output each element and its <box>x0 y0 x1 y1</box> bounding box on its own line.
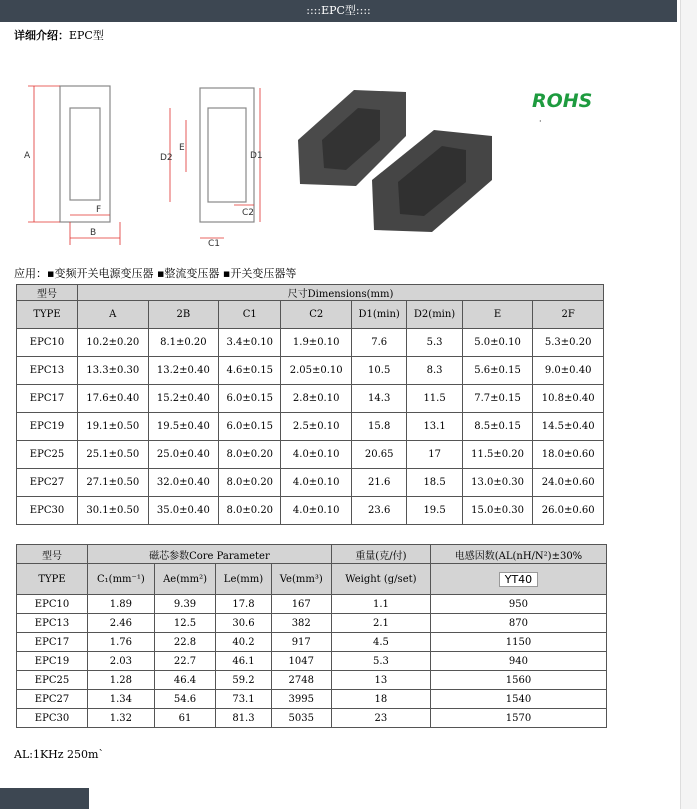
table-cell: 167 <box>271 595 331 614</box>
table-row <box>17 633 607 652</box>
table-cell: 27.1±0.50 <box>78 469 149 497</box>
table-cell: 950 <box>430 595 606 614</box>
core-parameter-table <box>16 544 607 728</box>
col-model-cn: 型号 <box>17 545 88 564</box>
col-c2: C2 <box>281 301 352 329</box>
table-cell: EPC30 <box>17 709 88 728</box>
table-cell: 4.5 <box>331 633 430 652</box>
table-cell: 10.2±0.20 <box>78 329 149 357</box>
table-cell: 11.5 <box>407 385 462 413</box>
table-cell: 22.7 <box>154 652 216 671</box>
table-cell: 30.6 <box>216 614 271 633</box>
table-cell: 5.6±0.15 <box>462 357 533 385</box>
col-type: TYPE <box>17 301 78 329</box>
footnote: AL:1KHz 250m` <box>14 748 104 761</box>
table-cell: 2.03 <box>88 652 155 671</box>
dim-label-d1: D1 <box>250 151 263 161</box>
footer-block <box>0 788 89 809</box>
dim-label-c2: C2 <box>242 208 255 218</box>
col-weight-cn: 重量(克/付) <box>331 545 430 564</box>
col-d2: D2(min) <box>407 301 462 329</box>
yt40-badge: YT40 <box>499 572 538 587</box>
table-cell: EPC25 <box>17 441 78 469</box>
table-row <box>17 595 607 614</box>
table-cell: 5.0±0.10 <box>462 329 533 357</box>
table-row <box>17 413 604 441</box>
table-cell: 54.6 <box>154 690 216 709</box>
table-cell: 12.5 <box>154 614 216 633</box>
table-cell: 81.3 <box>216 709 271 728</box>
table-cell: 8.0±0.20 <box>219 441 281 469</box>
table-cell: 13.1 <box>407 413 462 441</box>
table-cell: 46.4 <box>154 671 216 690</box>
table-cell: 6.0±0.15 <box>219 413 281 441</box>
table-row <box>17 357 604 385</box>
table-cell: 61 <box>154 709 216 728</box>
table-cell: 19.5±0.40 <box>148 413 219 441</box>
table-cell: EPC10 <box>17 595 88 614</box>
table-cell: 1560 <box>430 671 606 690</box>
table-cell: 25.1±0.50 <box>78 441 149 469</box>
table-cell: 917 <box>271 633 331 652</box>
table-cell: 2748 <box>271 671 331 690</box>
table-cell: 18 <box>331 690 430 709</box>
rohs-logo: ROHS <box>532 90 593 112</box>
table-cell: 35.0±0.40 <box>148 497 219 525</box>
col-ae: Ae(mm²) <box>154 564 216 595</box>
table-cell: 4.0±0.10 <box>281 497 352 525</box>
table-cell: 17.6±0.40 <box>78 385 149 413</box>
table-cell: 1.34 <box>88 690 155 709</box>
col-model-cn: 型号 <box>17 285 78 301</box>
table-cell: 2.1 <box>331 614 430 633</box>
table-row <box>17 469 604 497</box>
col-al-group: 电感因数(AL(nH/N²)±30% <box>430 545 606 564</box>
table-cell: 1.89 <box>88 595 155 614</box>
intro-label: 详细介绍： <box>14 29 69 42</box>
table-cell: 8.5±0.15 <box>462 413 533 441</box>
table-cell: 8.0±0.20 <box>219 497 281 525</box>
table-cell: 17.8 <box>216 595 271 614</box>
table-cell: 13.0±0.30 <box>462 469 533 497</box>
scrollbar[interactable] <box>680 0 697 809</box>
table-cell: 4.0±0.10 <box>281 441 352 469</box>
dim-label-a: A <box>24 151 31 161</box>
table-cell: 13.3±0.30 <box>78 357 149 385</box>
table-cell: 5035 <box>271 709 331 728</box>
table-cell: 17 <box>407 441 462 469</box>
col-c1: C1 <box>219 301 281 329</box>
table-cell: 26.0±0.60 <box>533 497 604 525</box>
col-le: Le(mm) <box>216 564 271 595</box>
table-row <box>17 671 607 690</box>
table-cell: EPC19 <box>17 413 78 441</box>
table-cell: EPC30 <box>17 497 78 525</box>
table-row <box>17 329 604 357</box>
table-cell: 18.0±0.60 <box>533 441 604 469</box>
table-cell: 73.1 <box>216 690 271 709</box>
epc-core-photo <box>294 80 504 240</box>
table-cell: 5.3 <box>407 329 462 357</box>
col-2f: 2F <box>533 301 604 329</box>
table-cell: 1.1 <box>331 595 430 614</box>
col-type: TYPE <box>17 564 88 595</box>
table-cell: 15.8 <box>351 413 406 441</box>
table-cell: 1.76 <box>88 633 155 652</box>
table-cell: 13.2±0.40 <box>148 357 219 385</box>
table-cell: 10.5 <box>351 357 406 385</box>
table-cell: 18.5 <box>407 469 462 497</box>
page-title: ::::EPC型:::: <box>306 4 371 17</box>
dim-label-f: F <box>96 205 102 215</box>
table-cell: 23 <box>331 709 430 728</box>
table-cell: 382 <box>271 614 331 633</box>
table-cell: 8.3 <box>407 357 462 385</box>
table-cell: EPC27 <box>17 469 78 497</box>
table-cell: EPC17 <box>17 385 78 413</box>
table-cell: EPC25 <box>17 671 88 690</box>
col-core-group: 磁芯参数Core Parameter <box>88 545 332 564</box>
table-cell: 8.1±0.20 <box>148 329 219 357</box>
intro-heading <box>14 27 104 43</box>
table-cell: EPC13 <box>17 357 78 385</box>
table-row <box>17 652 607 671</box>
table-row <box>17 385 604 413</box>
table-cell: 1.32 <box>88 709 155 728</box>
table-cell: EPC10 <box>17 329 78 357</box>
dim-label-e: E <box>179 143 185 153</box>
table-row <box>17 614 607 633</box>
table-cell: 5.3±0.20 <box>533 329 604 357</box>
table-cell: 7.6 <box>351 329 406 357</box>
table-cell: 6.0±0.15 <box>219 385 281 413</box>
table-cell: 4.6±0.15 <box>219 357 281 385</box>
col-e: E <box>462 301 533 329</box>
table-cell: 46.1 <box>216 652 271 671</box>
dim-label-d2: D2 <box>160 153 173 163</box>
table-cell: 2.8±0.10 <box>281 385 352 413</box>
table-cell: 25.0±0.40 <box>148 441 219 469</box>
table-cell: 1047 <box>271 652 331 671</box>
table-cell: 3995 <box>271 690 331 709</box>
table-cell: EPC27 <box>17 690 88 709</box>
table-cell: 10.8±0.40 <box>533 385 604 413</box>
table-cell: 7.7±0.15 <box>462 385 533 413</box>
table-cell: 1.9±0.10 <box>281 329 352 357</box>
table-cell: 22.8 <box>154 633 216 652</box>
col-2b: 2B <box>148 301 219 329</box>
table-cell: 9.39 <box>154 595 216 614</box>
applications-line: 应用：▪变频开关电源变压器 ▪整流变压器 ▪开关变压器等 <box>14 267 297 280</box>
intro-value: EPC型 <box>69 29 104 42</box>
col-weight: Weight (g/set) <box>331 564 430 595</box>
table-cell: 3.4±0.10 <box>219 329 281 357</box>
col-c1: C₁(mm⁻¹) <box>88 564 155 595</box>
table-row <box>17 497 604 525</box>
table-cell: 11.5±0.20 <box>462 441 533 469</box>
table-cell: 1.28 <box>88 671 155 690</box>
table-cell: 19.1±0.50 <box>78 413 149 441</box>
dimensions-table <box>16 284 604 525</box>
table-cell: 940 <box>430 652 606 671</box>
table-cell: 32.0±0.40 <box>148 469 219 497</box>
table-cell: 1540 <box>430 690 606 709</box>
table-cell: 23.6 <box>351 497 406 525</box>
table-cell: 2.46 <box>88 614 155 633</box>
table-cell: 24.0±0.60 <box>533 469 604 497</box>
table-cell: 59.2 <box>216 671 271 690</box>
table-cell: 40.2 <box>216 633 271 652</box>
col-dimensions-group: 尺寸Dimensions(mm) <box>78 285 604 301</box>
table-row <box>17 709 607 728</box>
table-cell: 15.0±0.30 <box>462 497 533 525</box>
table-cell: 15.2±0.40 <box>148 385 219 413</box>
dim-label-b: B <box>90 228 97 238</box>
table-cell: EPC13 <box>17 614 88 633</box>
table-cell: 21.6 <box>351 469 406 497</box>
col-a: A <box>78 301 149 329</box>
table-cell: 14.5±0.40 <box>533 413 604 441</box>
table-cell: 5.3 <box>331 652 430 671</box>
col-yt40 <box>430 564 606 595</box>
table-cell: 870 <box>430 614 606 633</box>
table-cell: 2.5±0.10 <box>281 413 352 441</box>
table-cell: 1570 <box>430 709 606 728</box>
table-row <box>17 441 604 469</box>
table-cell: 9.0±0.40 <box>533 357 604 385</box>
table-cell: EPC17 <box>17 633 88 652</box>
col-ve: Ve(mm³) <box>271 564 331 595</box>
core-technical-drawing <box>14 80 274 255</box>
table-cell: EPC19 <box>17 652 88 671</box>
table-cell: 8.0±0.20 <box>219 469 281 497</box>
col-d1: D1(min) <box>351 301 406 329</box>
table-cell: 2.05±0.10 <box>281 357 352 385</box>
table-cell: 4.0±0.10 <box>281 469 352 497</box>
table-cell: 14.3 <box>351 385 406 413</box>
table-cell: 30.1±0.50 <box>78 497 149 525</box>
table-cell: 20.65 <box>351 441 406 469</box>
table-cell: 19.5 <box>407 497 462 525</box>
page-title-bar <box>0 0 677 22</box>
dim-label-c1: C1 <box>208 239 221 249</box>
table-row <box>17 690 607 709</box>
table-cell: 13 <box>331 671 430 690</box>
table-cell: 1150 <box>430 633 606 652</box>
